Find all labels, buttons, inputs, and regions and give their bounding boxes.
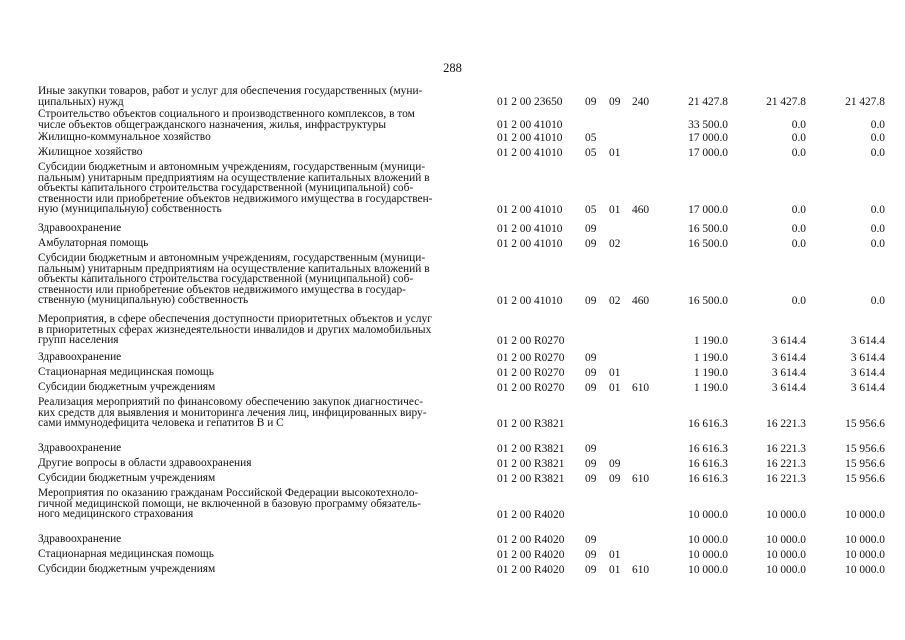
amount-year-2: 0.0 bbox=[791, 237, 806, 250]
amount-year-2: 3 614.4 bbox=[771, 334, 806, 347]
table-row bbox=[0, 132, 905, 143]
amount-year-1: 10 000.0 bbox=[688, 548, 728, 561]
amount-year-2: 10 000.0 bbox=[766, 533, 806, 546]
amount-year-3: 15 956.6 bbox=[845, 472, 885, 485]
subsection-code: 09 bbox=[609, 457, 621, 470]
section-code: 05 bbox=[585, 203, 597, 216]
budget-code: 01 2 00 41010 bbox=[497, 237, 563, 250]
table-row bbox=[0, 488, 905, 520]
row-description: Субсидии бюджетным и автономным учреждениям, государственным (муници- пальным) унитарным предприятиям на осуществление капитальных вложений в объекты капитального строительства государственной (муниципальной) соб- ственности или приобретение объектов недвижимого имущества в государствен- ную (муниципальную) собственность bbox=[38, 161, 433, 216]
table-row bbox=[0, 397, 905, 429]
amount-year-3: 10 000.0 bbox=[845, 563, 885, 576]
expense-type-code: 610 bbox=[632, 381, 650, 394]
amount-year-2: 16 221.3 bbox=[766, 472, 806, 485]
budget-code: 01 2 00 R4020 bbox=[497, 563, 565, 576]
page-number: 288 bbox=[443, 61, 462, 75]
amount-year-3: 21 427.8 bbox=[845, 96, 885, 109]
budget-code: 01 2 00 41010 bbox=[497, 222, 563, 235]
row-description: Здравоохранение bbox=[38, 351, 122, 363]
expense-type-code: 460 bbox=[632, 294, 650, 307]
row-description: Субсидии бюджетным учреждениям bbox=[38, 563, 216, 575]
budget-code: 01 2 00 R3821 bbox=[497, 457, 565, 470]
row-description: Мероприятия, в сфере обеспечения доступности приоритетных объектов и услуг в приоритетных сферах жизнедеятельности инвалидов и других маломобильных групп населения bbox=[38, 313, 432, 347]
amount-year-2: 0.0 bbox=[791, 146, 806, 159]
budget-code: 01 2 00 41010 bbox=[497, 131, 563, 144]
row-description: Субсидии бюджетным учреждениям bbox=[38, 381, 216, 393]
expense-type-code: 460 bbox=[632, 203, 650, 216]
subsection-code: 01 bbox=[609, 381, 621, 394]
amount-year-1: 10 000.0 bbox=[688, 508, 728, 521]
row-description: Реализация мероприятий по финансовому обеспечению закупок диагностичес- ких средств для выявления и мониторинга лечения лиц, инфицированных виру- сами иммунодефицита человека и гепатитов В и С bbox=[38, 396, 427, 430]
amount-year-3: 15 956.6 bbox=[845, 457, 885, 470]
amount-year-2: 0.0 bbox=[791, 131, 806, 144]
table-row bbox=[0, 564, 905, 575]
amount-year-2: 10 000.0 bbox=[766, 563, 806, 576]
table-row bbox=[0, 162, 905, 215]
amount-year-1: 16 616.3 bbox=[688, 472, 728, 485]
row-description: Здравоохранение bbox=[38, 442, 122, 454]
section-code: 09 bbox=[585, 563, 597, 576]
section-code: 09 bbox=[585, 96, 597, 109]
row-description: Здравоохранение bbox=[38, 533, 122, 545]
row-description: Субсидии бюджетным и автономным учреждениям, государственным (муници- пальным) унитарным предприятиям на осуществление капитальных вложений в объекты капитального строительства государственной (муниципальной) соб- ственности или приобретение объектов недвижимого имущества в государ- ственную (муниципальную) собственность bbox=[38, 252, 430, 307]
expense-type-code: 610 bbox=[632, 563, 650, 576]
budget-code: 01 2 00 R0270 bbox=[497, 334, 565, 347]
amount-year-1: 16 500.0 bbox=[688, 294, 728, 307]
row-description: Здравоохранение bbox=[38, 222, 122, 234]
section-code: 09 bbox=[585, 366, 597, 379]
section-code: 09 bbox=[585, 294, 597, 307]
section-code: 09 bbox=[585, 548, 597, 561]
section-code: 05 bbox=[585, 146, 597, 159]
amount-year-1: 16 500.0 bbox=[688, 222, 728, 235]
budget-code: 01 2 00 R3821 bbox=[497, 472, 565, 485]
subsection-code: 01 bbox=[609, 548, 621, 561]
budget-code: 01 2 00 R0270 bbox=[497, 366, 565, 379]
amount-year-3: 0.0 bbox=[870, 222, 885, 235]
amount-year-1: 17 000.0 bbox=[688, 131, 728, 144]
table-row bbox=[0, 238, 905, 249]
table-row bbox=[0, 458, 905, 469]
section-code: 09 bbox=[585, 351, 597, 364]
row-description: Иные закупки товаров, работ и услуг для обеспечения государственных (муни- ципальных) нужд bbox=[38, 85, 423, 108]
table-row bbox=[0, 549, 905, 560]
amount-year-2: 21 427.8 bbox=[766, 96, 806, 109]
table-row bbox=[0, 534, 905, 545]
amount-year-1: 10 000.0 bbox=[688, 563, 728, 576]
amount-year-3: 3 614.4 bbox=[850, 366, 885, 379]
subsection-code: 02 bbox=[609, 294, 621, 307]
section-code: 09 bbox=[585, 472, 597, 485]
amount-year-1: 16 616.3 bbox=[688, 442, 728, 455]
amount-year-2: 3 614.4 bbox=[771, 351, 806, 364]
amount-year-1: 33 500.0 bbox=[688, 119, 728, 132]
amount-year-2: 3 614.4 bbox=[771, 381, 806, 394]
section-code: 09 bbox=[585, 442, 597, 455]
amount-year-1: 1 190.0 bbox=[693, 381, 728, 394]
amount-year-2: 0.0 bbox=[791, 203, 806, 216]
amount-year-3: 0.0 bbox=[870, 146, 885, 159]
amount-year-3: 3 614.4 bbox=[850, 351, 885, 364]
amount-year-3: 15 956.6 bbox=[845, 417, 885, 430]
table-row bbox=[0, 147, 905, 158]
expense-type-code: 610 bbox=[632, 472, 650, 485]
section-code: 09 bbox=[585, 381, 597, 394]
budget-code: 01 2 00 23650 bbox=[497, 96, 563, 109]
budget-code: 01 2 00 R0270 bbox=[497, 381, 565, 394]
subsection-code: 09 bbox=[609, 472, 621, 485]
amount-year-3: 0.0 bbox=[870, 131, 885, 144]
subsection-code: 01 bbox=[609, 563, 621, 576]
amount-year-2: 16 221.3 bbox=[766, 457, 806, 470]
budget-code: 01 2 00 R0270 bbox=[497, 351, 565, 364]
section-code: 09 bbox=[585, 237, 597, 250]
section-code: 09 bbox=[585, 457, 597, 470]
amount-year-1: 16 616.3 bbox=[688, 457, 728, 470]
section-code: 09 bbox=[585, 533, 597, 546]
amount-year-3: 10 000.0 bbox=[845, 548, 885, 561]
budget-code: 01 2 00 41010 bbox=[497, 294, 563, 307]
amount-year-2: 16 221.3 bbox=[766, 442, 806, 455]
amount-year-1: 17 000.0 bbox=[688, 146, 728, 159]
subsection-code: 01 bbox=[609, 203, 621, 216]
budget-code: 01 2 00 41010 bbox=[497, 203, 563, 216]
amount-year-1: 10 000.0 bbox=[688, 533, 728, 546]
amount-year-2: 3 614.4 bbox=[771, 366, 806, 379]
subsection-code: 01 bbox=[609, 146, 621, 159]
amount-year-3: 3 614.4 bbox=[850, 381, 885, 394]
table-row bbox=[0, 223, 905, 234]
budget-code: 01 2 00 41010 bbox=[497, 119, 563, 132]
row-description: Другие вопросы в области здравоохранения bbox=[38, 457, 252, 469]
table-row bbox=[0, 253, 905, 306]
amount-year-3: 10 000.0 bbox=[845, 533, 885, 546]
table-row bbox=[0, 86, 905, 107]
row-description: Строительство объектов социального и производственного комплексов, в том числе объектов общегражданского назначения, жилья, инфраструктуры bbox=[38, 108, 415, 131]
amount-year-3: 3 614.4 bbox=[850, 334, 885, 347]
amount-year-1: 21 427.8 bbox=[688, 96, 728, 109]
table-row bbox=[0, 443, 905, 454]
budget-code: 01 2 00 R3821 bbox=[497, 417, 565, 430]
amount-year-1: 1 190.0 bbox=[693, 351, 728, 364]
section-code: 05 bbox=[585, 131, 597, 144]
table-row bbox=[0, 367, 905, 378]
amount-year-3: 0.0 bbox=[870, 203, 885, 216]
amount-year-2: 10 000.0 bbox=[766, 508, 806, 521]
section-code: 09 bbox=[585, 222, 597, 235]
row-description: Субсидии бюджетным учреждениям bbox=[38, 472, 216, 484]
subsection-code: 09 bbox=[609, 96, 621, 109]
row-description: Жилищно-коммунальное хозяйство bbox=[38, 131, 211, 143]
expense-type-code: 240 bbox=[632, 96, 650, 109]
amount-year-2: 0.0 bbox=[791, 222, 806, 235]
budget-code: 01 2 00 R4020 bbox=[497, 548, 565, 561]
subsection-code: 02 bbox=[609, 237, 621, 250]
row-description: Мероприятия по оказанию гражданам Российской Федерации высокотехноло- гичной медицинской помощи, не включенной в базовую программу обязатель- ного медицинского страхования bbox=[38, 487, 422, 521]
amount-year-1: 16 500.0 bbox=[688, 237, 728, 250]
table-row bbox=[0, 109, 905, 130]
subsection-code: 01 bbox=[609, 366, 621, 379]
table-row bbox=[0, 473, 905, 484]
amount-year-1: 16 616.3 bbox=[688, 417, 728, 430]
budget-code: 01 2 00 R4020 bbox=[497, 533, 565, 546]
amount-year-1: 1 190.0 bbox=[693, 366, 728, 379]
amount-year-2: 10 000.0 bbox=[766, 548, 806, 561]
amount-year-2: 16 221.3 bbox=[766, 417, 806, 430]
table-row bbox=[0, 382, 905, 393]
table-row bbox=[0, 352, 905, 363]
table-row bbox=[0, 314, 905, 346]
amount-year-1: 17 000.0 bbox=[688, 203, 728, 216]
amount-year-2: 0.0 bbox=[791, 119, 806, 132]
amount-year-3: 0.0 bbox=[870, 119, 885, 132]
row-description: Жилищное хозяйство bbox=[38, 146, 143, 158]
row-description: Амбулаторная помощь bbox=[38, 237, 149, 249]
row-description: Стационарная медицинская помощь bbox=[38, 548, 214, 560]
budget-code: 01 2 00 R4020 bbox=[497, 508, 565, 521]
amount-year-3: 0.0 bbox=[870, 294, 885, 307]
amount-year-2: 0.0 bbox=[791, 294, 806, 307]
amount-year-3: 0.0 bbox=[870, 237, 885, 250]
budget-code: 01 2 00 41010 bbox=[497, 146, 563, 159]
budget-code: 01 2 00 R3821 bbox=[497, 442, 565, 455]
amount-year-3: 15 956.6 bbox=[845, 442, 885, 455]
row-description: Стационарная медицинская помощь bbox=[38, 366, 214, 378]
amount-year-3: 10 000.0 bbox=[845, 508, 885, 521]
amount-year-1: 1 190.0 bbox=[693, 334, 728, 347]
